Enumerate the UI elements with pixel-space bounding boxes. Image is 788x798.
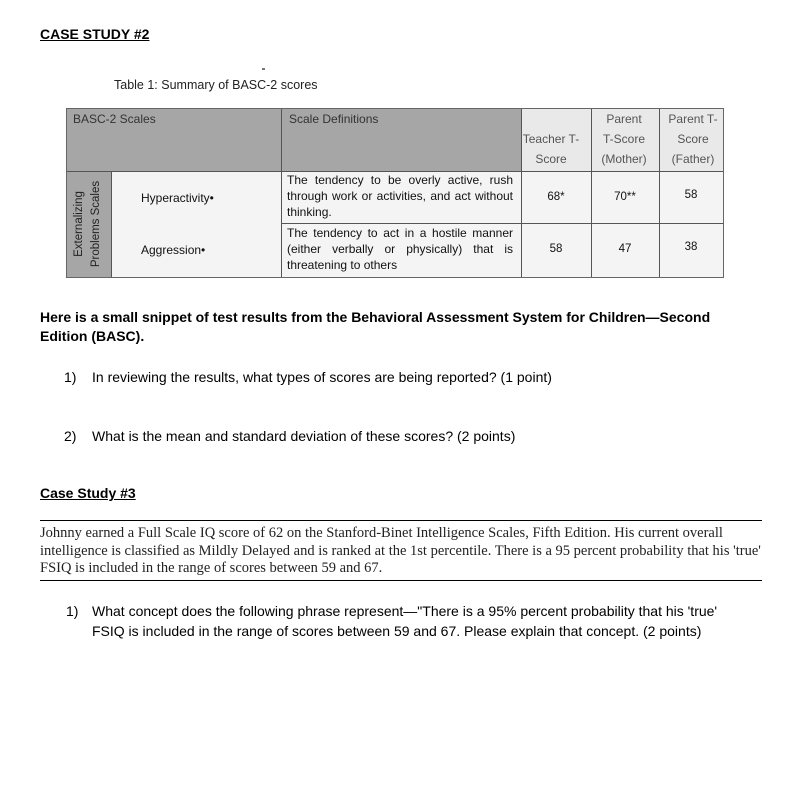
- definition-aggression: The tendency to act in a hostile manner (either verbally or physically) that is threatening to others: [287, 226, 513, 272]
- header-mother-score: Parent T-Score (Mother): [601, 112, 647, 166]
- divider: [281, 223, 723, 224]
- question-3-1-line2: FSIQ is included in the range of scores between 59 and 67. Please explain that concept. (2 points): [92, 623, 702, 639]
- father-score-aggression: 38: [684, 241, 698, 253]
- header-basc2-scales: BASC-2 Scales: [73, 112, 156, 126]
- question-2-1-number: 1): [64, 369, 77, 385]
- teacher-score-aggression: 58: [549, 243, 563, 255]
- mother-score-hyperactivity: 70**: [614, 191, 636, 203]
- question-2-2-text: What is the mean and standard deviation of these scores? (2 points): [92, 428, 516, 444]
- header-teacher-score: Teacher T- Score: [522, 132, 580, 166]
- mother-score-aggression: 47: [618, 243, 632, 255]
- divider: [111, 171, 112, 277]
- group-label-externalizing: Externalizing Problems Scales: [73, 180, 102, 268]
- basc-intro: Here is a small snippet of test results from the Behavioral Assessment System for Children—Second Edition (BASC).: [40, 309, 711, 344]
- question-3-1-text: [92, 601, 782, 641]
- scan-artifact: [262, 68, 265, 70]
- question-2-1-text: In reviewing the results, what types of scores are being reported? (1 point): [92, 369, 552, 385]
- teacher-score-hyperactivity: 68*: [547, 191, 565, 203]
- case-study-3-title: Case Study #3: [40, 485, 136, 501]
- passage-top-rule: [40, 520, 762, 521]
- header-scale-definitions: Scale Definitions: [289, 112, 379, 126]
- passage-bottom-rule: [40, 580, 762, 581]
- group-label-cell: [67, 171, 111, 277]
- case-study-2-title: CASE STUDY #2: [40, 26, 150, 42]
- basc2-summary-table: [66, 108, 724, 278]
- definition-hyperactivity: The tendency to be overly active, rush through work or activities, and act without thinking.: [287, 173, 513, 219]
- question-2-2-number: 2): [64, 428, 77, 444]
- scale-aggression: Aggression•: [141, 243, 206, 257]
- divider: [281, 109, 282, 277]
- scale-hyperactivity: Hyperactivity•: [141, 191, 214, 205]
- question-3-1-line1: What concept does the following phrase represent—"There is a 95% percent probability that his 'true': [92, 603, 718, 619]
- header-father-score: Parent T- Score (Father): [668, 112, 718, 166]
- father-score-hyperactivity: 58: [684, 189, 698, 201]
- table-caption: Table 1: Summary of BASC-2 scores: [114, 78, 318, 92]
- johnny-passage: Johnny earned a Full Scale IQ score of 62 on the Stanford-Binet Intelligence Scales, Fifth Edition. His current overall intelligence is classified as Mildly Delayed and is ranked at the 1st percentile. There is a 95 percent probability that his 'true' FSIQ is included in the range of scores between 59 and 67.: [40, 525, 761, 576]
- question-3-1-number: 1): [66, 603, 79, 619]
